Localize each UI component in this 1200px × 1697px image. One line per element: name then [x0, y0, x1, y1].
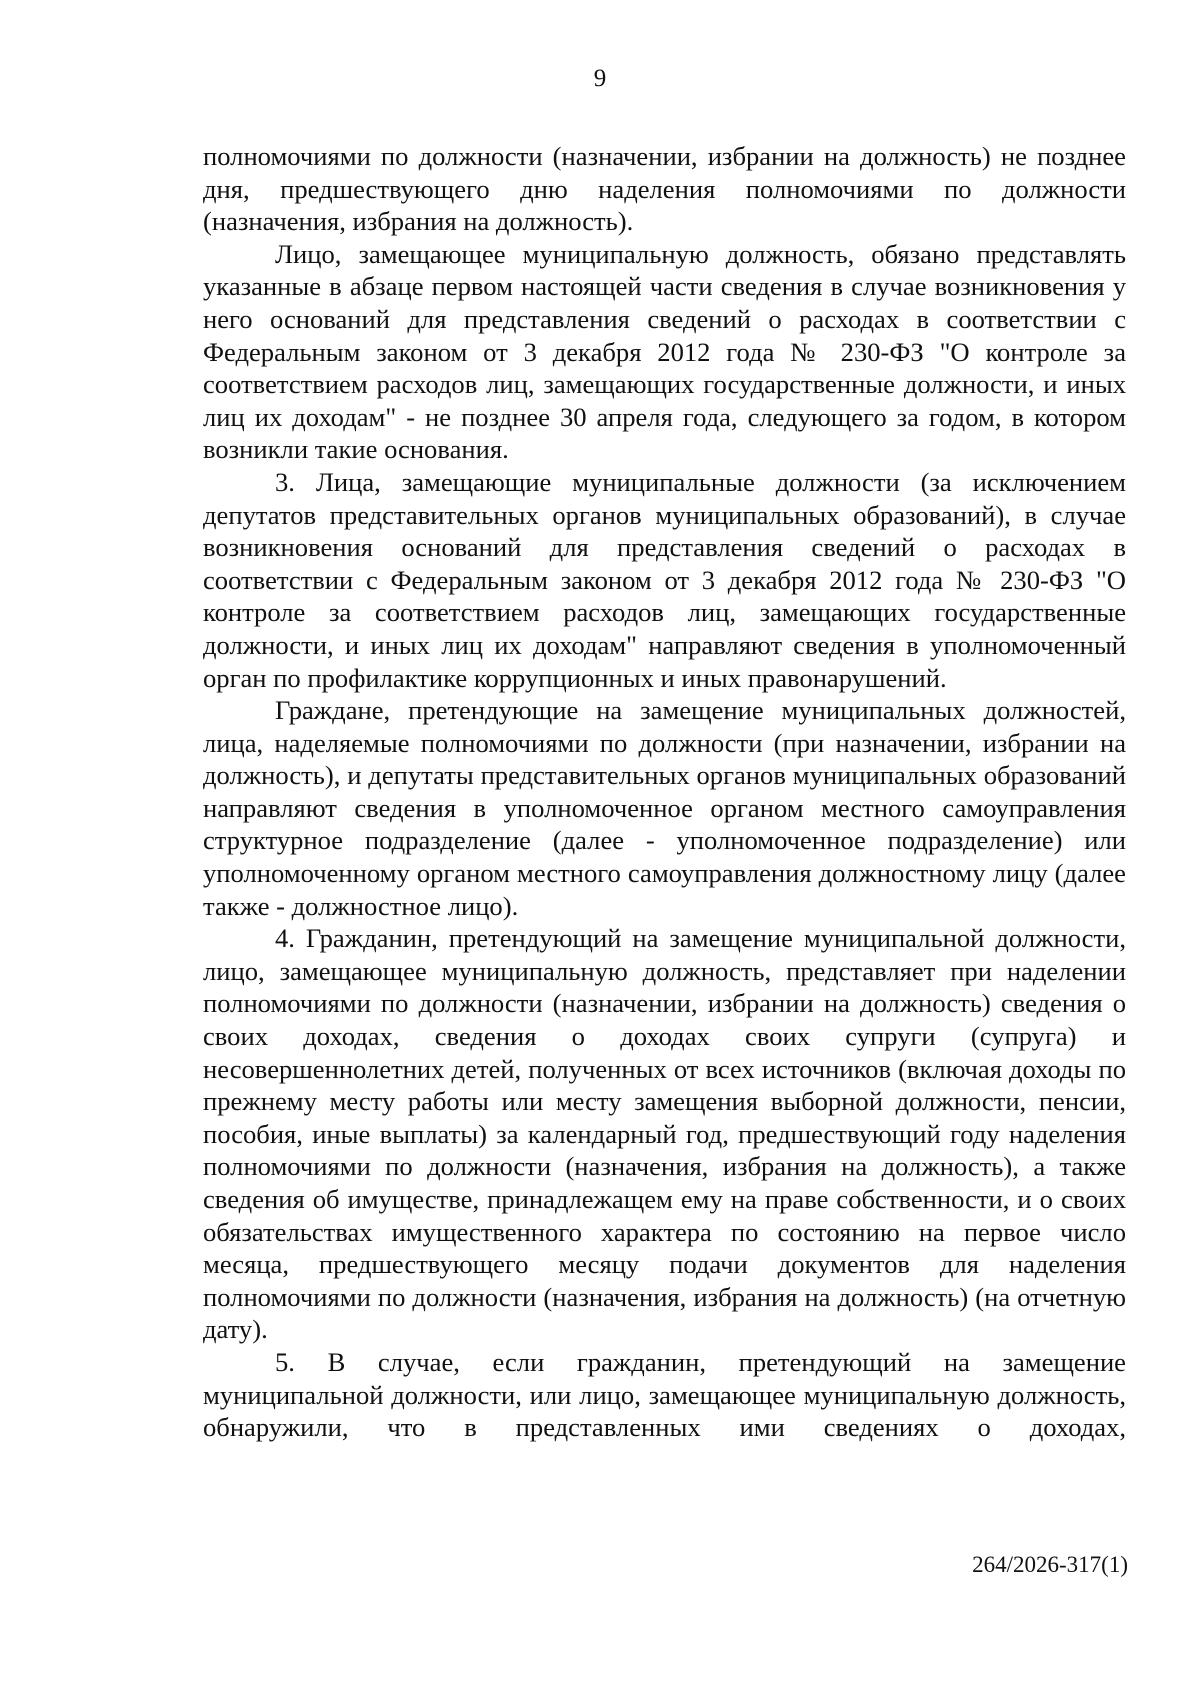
- document-code: 264/2026-317(1): [972, 1552, 1128, 1577]
- paragraph-item-3: 3. Лица, замещающие муниципальные должности (за исключением депутатов представительных органов муниципальных образований), в случае возникновения оснований для представления сведений о расходах в соответствии с Федеральным законом от 3 декабря 2012 года № 230-ФЗ "О контроле за соответствием расходов лиц, замещающих государственные должности, и иных лиц их доходам" направляют сведения в уполномоченный орган по профилактике коррупционных и иных правонарушений.: [203, 466, 1126, 693]
- paragraph-item-5: 5. В случае, если гражданин, претендующий на замещение муниципальной должности, или лицо, замещающее муниципальную должность, обнаружили, что в представленных ими сведениях о доходах,: [203, 1346, 1126, 1443]
- document-body: [203, 140, 1126, 1444]
- paragraph-continuation: полномочиями по должности (назначении, избрании на должность) не позднее дня, предшествующего дню наделения полномочиями по должности (назначения, избрания на должность).: [203, 141, 1126, 237]
- page-number: 9: [593, 65, 607, 92]
- paragraph-person-obligation: Лицо, замещающее муниципальную должность, обязано представлять указанные в абзаце первом настоящей части сведения в случае возникновения у него оснований для представления сведений о расходах в соответствии с Федеральным законом от 3 декабря 2012 года № 230-ФЗ "О контроле за соответствием расходов лиц, замещающих государственные должности, и иных лиц их доходам" - не позднее 30 апреля года, следующего за годом, в котором возникли такие основания.: [203, 238, 1126, 465]
- paragraph-item-4: 4. Гражданин, претендующий на замещение муниципальной должности, лицо, замещающее муниципальную должность, представляет при наделении полномочиями по должности (назначении, избрании на должность) сведения о своих доходах, сведения о доходах своих супруги (супруга) и несовершеннолетних детей, полученных от всех источников (включая доходы по прежнему месту работы или месту замещения выборной должности, пенсии, пособия, иные выплаты) за календарный год, предшествующий году наделения полномочиями по должности (назначения, избрания на должность), а также сведения об имуществе, принадлежащем ему на праве собственности, и о своих обязательствах имущественного характера по состоянию на первое число месяца, предшествующего месяцу подачи документов для наделения полномочиями по должности (назначения, избрания на должность) (на отчетную дату).: [203, 923, 1126, 1345]
- paragraph-citizens: Граждане, претендующие на замещение муниципальных должностей, лица, наделяемые полномочиями по должности (при назначении, избрании на должность), и депутаты представительных органов муниципальных образований направляют сведения в уполномоченное органом местного самоуправления структурное подразделение (далее - уполномоченное подразделение) или уполномоченному органом местного самоуправления должностному лицу (далее также - должностное лицо).: [203, 695, 1126, 921]
